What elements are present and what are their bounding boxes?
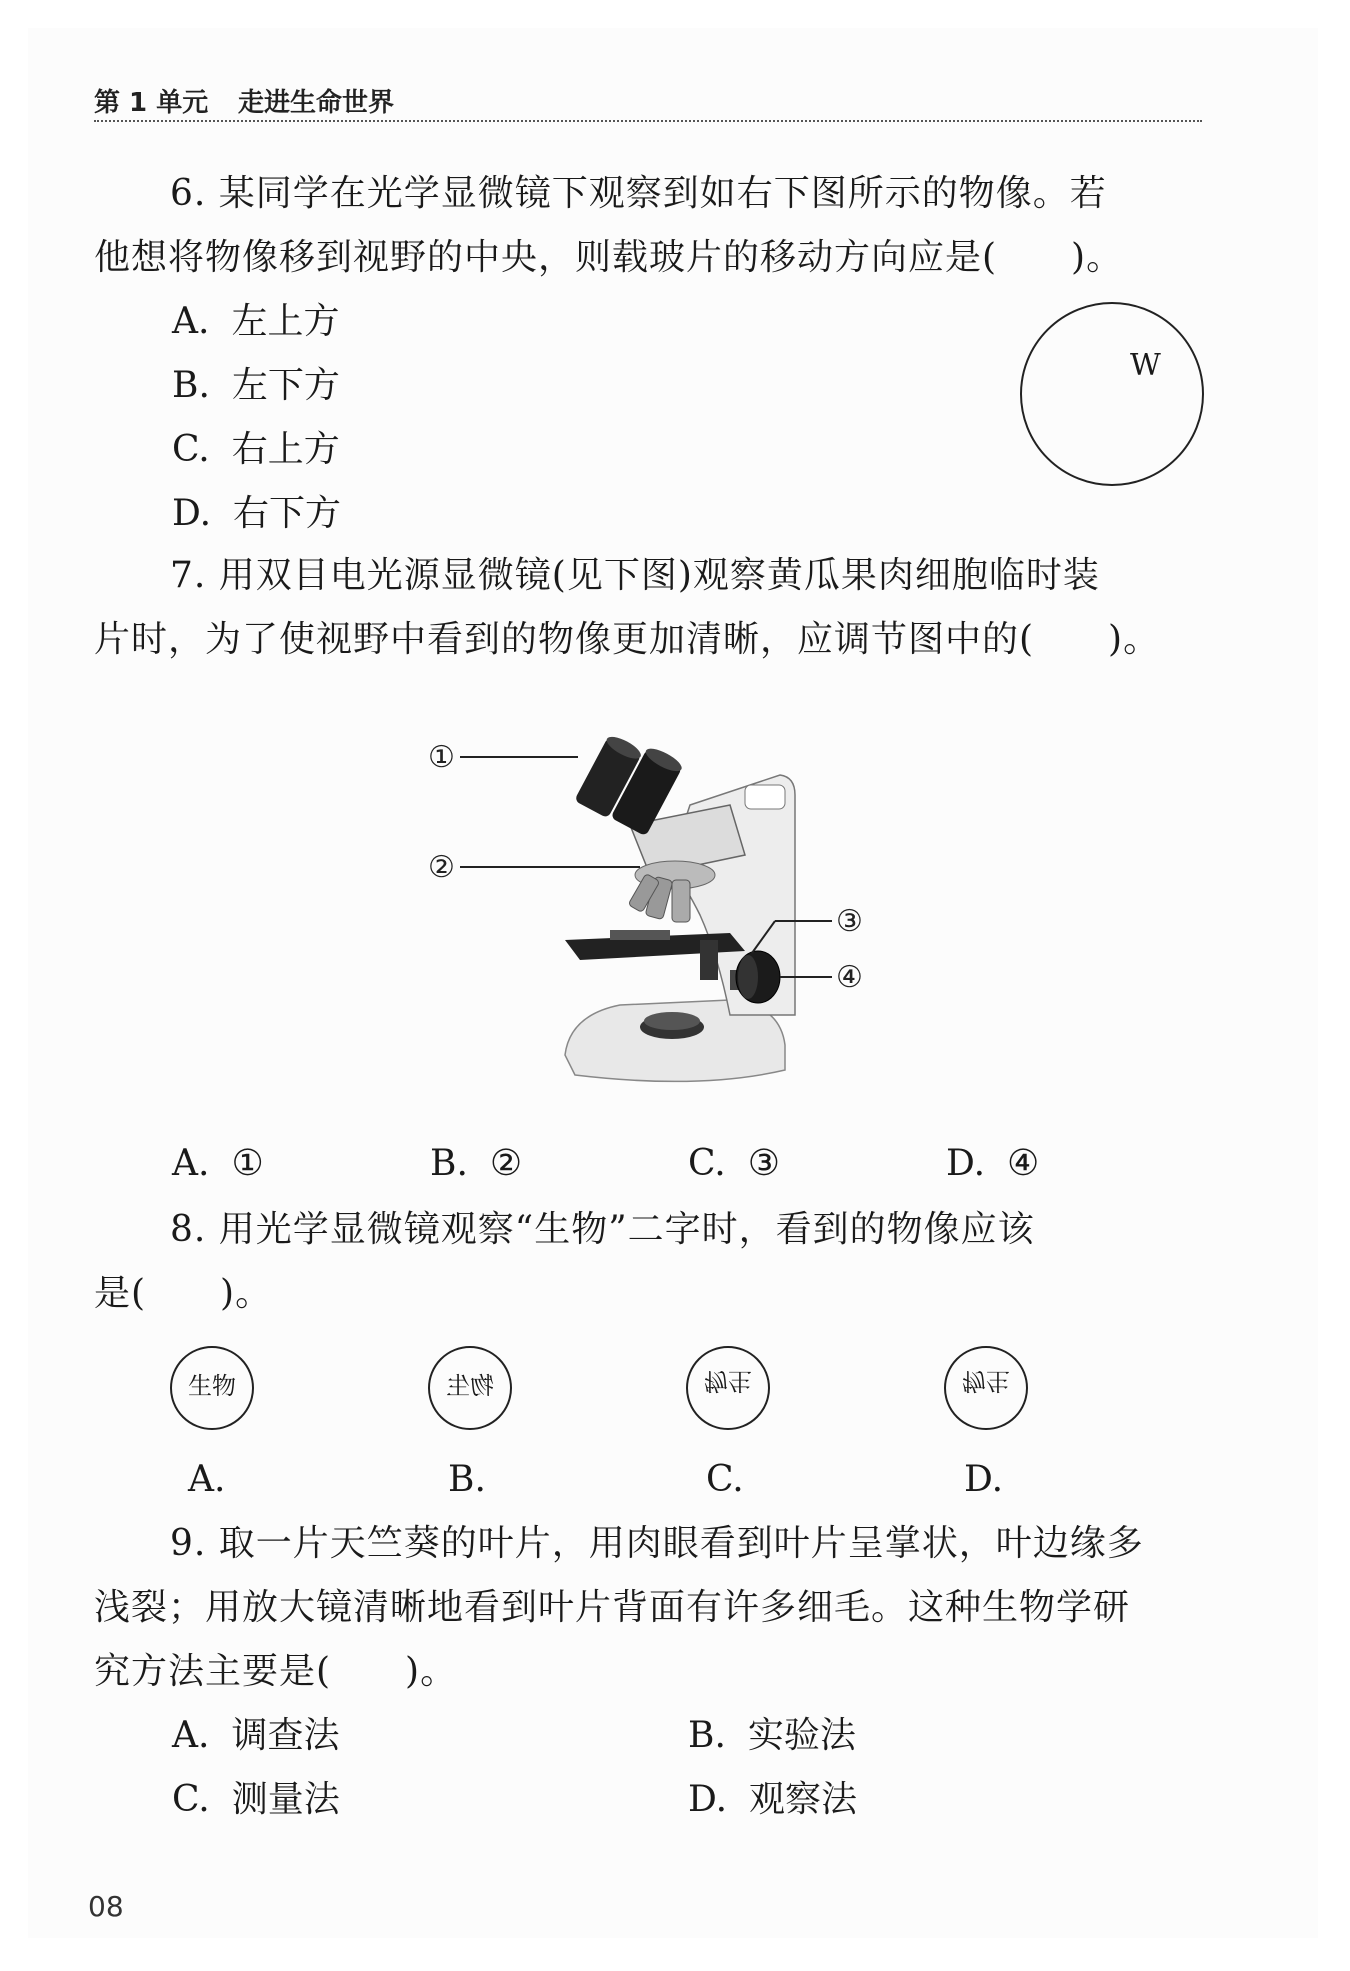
q7-option-d: D. ④ (946, 1143, 1040, 1184)
q8-label-a: A. (188, 1459, 226, 1500)
q7-option-b: B. ② (430, 1143, 523, 1184)
q6-line1: 6. 某同学在光学显微镜下观察到如右下图所示的物像。若 (170, 173, 1107, 214)
fov-letter: W (1130, 348, 1161, 383)
q7-option-c: C. ③ (688, 1143, 780, 1184)
q9-line1: 9. 取一片天竺葵的叶片，用肉眼看到叶片呈掌状，叶边缘多 (170, 1523, 1144, 1564)
q8-image-b: 物生 (428, 1346, 512, 1430)
q8-label-c: C. (706, 1459, 744, 1500)
q8-image-d: 物生 (944, 1346, 1028, 1430)
unit-title: 走进生命世界 (238, 88, 395, 118)
q6-option-c: C. 右上方 (172, 429, 340, 470)
q6-option-a: A. 左上方 (172, 301, 340, 342)
q8-label-d: D. (964, 1459, 1004, 1500)
q6-option-d: D. 右下方 (172, 493, 342, 534)
q8-label-b: B. (448, 1459, 486, 1500)
q9-option-d: D. 观察法 (688, 1779, 858, 1820)
callout-4: ④ (836, 960, 863, 995)
q9-option-a: A. 调查法 (172, 1715, 340, 1756)
q7-line1: 7. 用双目电光源显微镜(见下图)观察黄瓜果肉细胞临时装 (170, 555, 1100, 596)
q6-option-b: B. 左下方 (172, 365, 340, 406)
q6-line2: 他想将物像移到视野的中央，则载玻片的移动方向应是( )。 (94, 237, 1124, 278)
q8-line2: 是( )。 (94, 1273, 273, 1314)
microscope-figure (400, 715, 900, 1105)
q9-line3: 究方法主要是( )。 (94, 1651, 458, 1692)
unit-number: 第 1 单元 (94, 88, 209, 118)
field-of-view-circle (1020, 302, 1204, 486)
q7-option-a: A. ① (172, 1143, 264, 1184)
running-header (94, 80, 1202, 122)
q9-line2: 浅裂；用放大镜清晰地看到叶片背面有许多细毛。这种生物学研 (94, 1587, 1131, 1628)
q8-image-a: 生物 (170, 1346, 254, 1430)
q8-line1: 8. 用光学显微镜观察“生物”二字时，看到的物像应该 (170, 1209, 1035, 1250)
callout-2: ② (428, 850, 455, 885)
page-number: 08 (88, 1890, 124, 1923)
q8-image-c: 物生 (686, 1346, 770, 1430)
q7-line2: 片时，为了使视野中看到的物像更加清晰，应调节图中的( )。 (94, 619, 1161, 660)
q9-option-c: C. 测量法 (172, 1779, 340, 1820)
callout-3: ③ (836, 904, 863, 939)
q9-option-b: B. 实验法 (688, 1715, 856, 1756)
callout-1: ① (428, 740, 455, 775)
